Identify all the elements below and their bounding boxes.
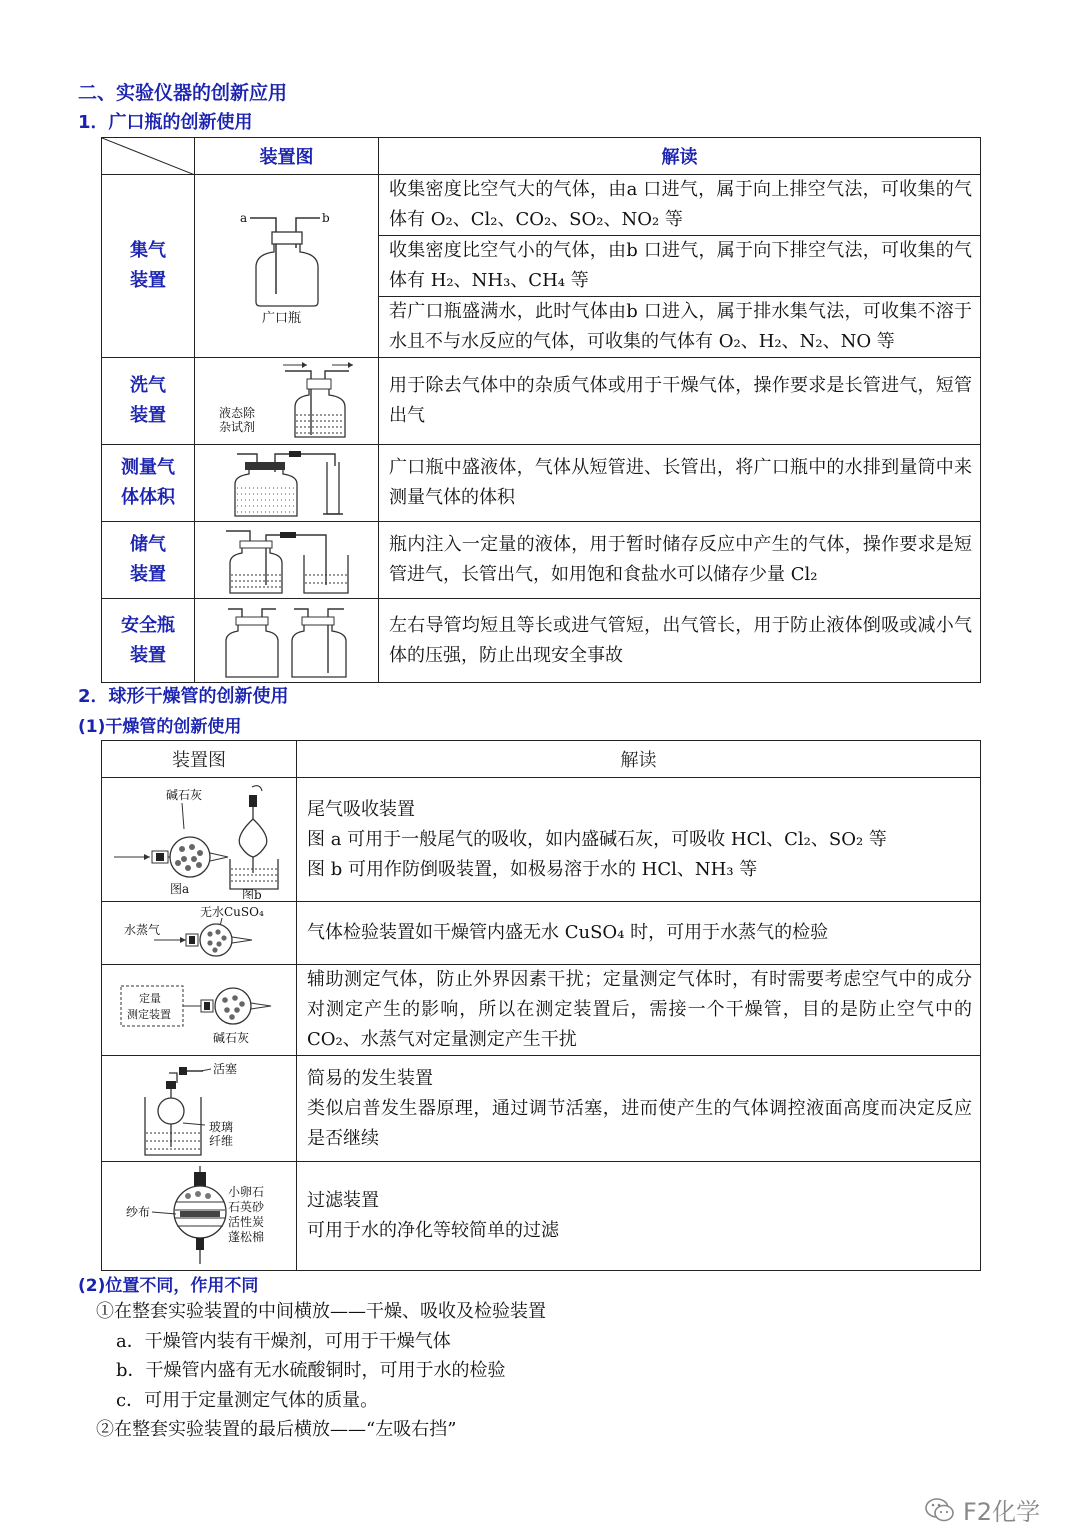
gas-collection-text-3: 若广口瓶盛满水，此时气体由b 口进入，属于排水集气法，可收集不溶于水且不与水反应的气体，可收集的气体有 O₂、H₂、N₂、NO 等 [379,297,981,358]
wide-mouth-bottle-table [101,137,981,683]
figure-gas-storage [195,522,379,599]
tail-gas-illustration [112,781,287,899]
diagonal-line [102,138,195,175]
svg-text:测定装置: 测定装置 [127,1008,171,1021]
header-figure-2: 装置图 [102,741,297,778]
list-item-c: c．可用于定量测定气体的质量。 [116,1390,379,1411]
list-item-a: a．干燥管内装有干燥剂，可用于干燥气体 [116,1331,451,1352]
figure-tail-gas [102,778,297,902]
gas-collection-text-2: 收集密度比空气小的气体，由b 口进气，属于向下排空气法，可收集的气体有 H₂、NH₃、CH₄ 等 [379,236,981,297]
svg-text:纱布: 纱布 [126,1205,151,1219]
svg-text:b: b [321,211,330,225]
figure-gas-volume [195,445,379,522]
svg-text:水蒸气: 水蒸气 [124,923,161,937]
category-gas-storage: 储气装置 [102,522,195,599]
figure-quantitative [102,965,297,1056]
header-interpretation: 解读 [379,138,981,175]
filter-illustration [124,1164,274,1268]
svg-text:a: a [239,211,247,225]
list-item-1: ①在整套实验装置的中间横放——干燥、吸收及检验装置 [96,1301,546,1322]
category-gas-washing: 洗气装置 [102,358,195,445]
filter-text: 过滤装置 可用于水的净化等较简单的过滤 [297,1162,981,1271]
svg-text:碱石灰: 碱石灰 [213,1031,250,1045]
wide-mouth-bottle-illustration [232,206,342,326]
gas-storage-illustration [222,525,352,595]
tail-gas-text: 尾气吸收装置 图 a 可用于一般尾气的吸收，如内盛碱石灰，可吸收 HCl、Cl₂、SO₂ 等 图 b 可用作防倒吸装置，如极易溶于水的 HCl、NH₃ 等 [297,778,981,902]
gas-storage-text: 瓶内注入一定量的液体，用于暂时储存反应中产生的气体，操作要求是短管进气，长管出气，如用饱和食盐水可以储存少量 Cl₂ [379,522,981,599]
simple-generator-illustration [139,1059,259,1159]
volume-measure-illustration [227,448,347,518]
svg-text:活性炭: 活性炭 [228,1215,265,1229]
watermark-text: F2化学 [963,1498,1041,1526]
figure-gas-washing [195,358,379,445]
drying-tube-table [101,740,981,1271]
list-item-b: b．干燥管内盛有无水硫酸铜时，可用于水的检验 [116,1360,506,1381]
safety-bottle-text: 左右导管均短且等长或进气管短，出气管长，用于防止液体倒吸或减小气体的压强，防止出现安全事故 [379,599,981,683]
svg-text:图b: 图b [241,887,262,899]
subsection-title-1: 1．广口瓶的创新使用 [78,112,253,133]
subsection-title-2-1: (1)干燥管的创新使用 [78,717,242,737]
svg-text:石英砂: 石英砂 [228,1200,265,1214]
safety-bottle-illustration [222,603,352,679]
gas-collection-text-1: 收集密度比空气大的气体，由a 口进气，属于向上排空气法，可收集的气体有 O₂、Cl₂、CO₂、SO₂、NO₂ 等 [379,175,981,236]
simple-generator-text: 简易的发生装置 类似启普发生器原理，通过调节活塞，进而使产生的气体调控液面高度而决定反应是否继续 [297,1056,981,1162]
wechat-icon [925,1497,955,1523]
subsection-title-2-2: (2)位置不同，作用不同 [78,1276,259,1296]
quantitative-text: 辅助测定气体，防止外界因素干扰；定量测定气体时，有时需要考虑空气中的成分对测定产生的影响，所以在测定装置后，需接一个干燥管，目的是防止空气中的 CO₂、水蒸气对定量测定产生干扰 [297,965,981,1056]
category-gas-volume: 测量气体体积 [102,445,195,522]
subsection-title-2: 2．球形干燥管的创新使用 [78,686,289,707]
svg-text:杂试剂: 杂试剂 [218,420,255,434]
svg-text:定量: 定量 [139,992,161,1005]
watermark [925,1492,1040,1527]
gas-volume-text: 广口瓶中盛液体，气体从短管进、长管出，将广口瓶中的水排到量筒中来测量气体的体积 [379,445,981,522]
svg-text:玻璃: 玻璃 [209,1119,234,1134]
figure-gas-collection [195,175,379,358]
category-gas-collection: 集气装置 [102,175,195,358]
figure-safety-bottle [195,599,379,683]
svg-text:蓬松棉: 蓬松棉 [228,1230,265,1244]
section-title: 二、实验仪器的创新应用 [78,82,288,104]
gas-washing-text: 用于除去气体中的杂质气体或用于干燥气体，操作要求是长管进气，短管出气 [379,358,981,445]
list-item-2: ②在整套实验装置的最后横放——“左吸右挡” [96,1419,457,1440]
figure-gas-test [102,902,297,965]
svg-text:碱石灰: 碱石灰 [165,787,202,802]
corner-cell [102,138,195,175]
svg-text:纤维: 纤维 [209,1133,234,1148]
washing-bottle-illustration [217,361,357,441]
svg-text:液态除: 液态除 [218,406,255,420]
svg-text:无水CuSO₄: 无水CuSO₄ [200,905,264,919]
svg-text:小卵石: 小卵石 [228,1185,265,1199]
category-safety-bottle: 安全瓶装置 [102,599,195,683]
gas-test-text: 气体检验装置如干燥管内盛无水 CuSO₄ 时，可用于水蒸气的检验 [297,902,981,965]
header-interpretation-2: 解读 [297,741,981,778]
svg-text:广口瓶: 广口瓶 [261,311,301,326]
header-figure: 装置图 [195,138,379,175]
figure-simple-generator [102,1056,297,1162]
quantitative-illustration [119,972,279,1048]
figure-filter [102,1162,297,1271]
svg-text:图a: 图a [169,881,189,896]
gas-test-illustration [124,904,274,962]
svg-text:活塞: 活塞 [213,1061,238,1076]
